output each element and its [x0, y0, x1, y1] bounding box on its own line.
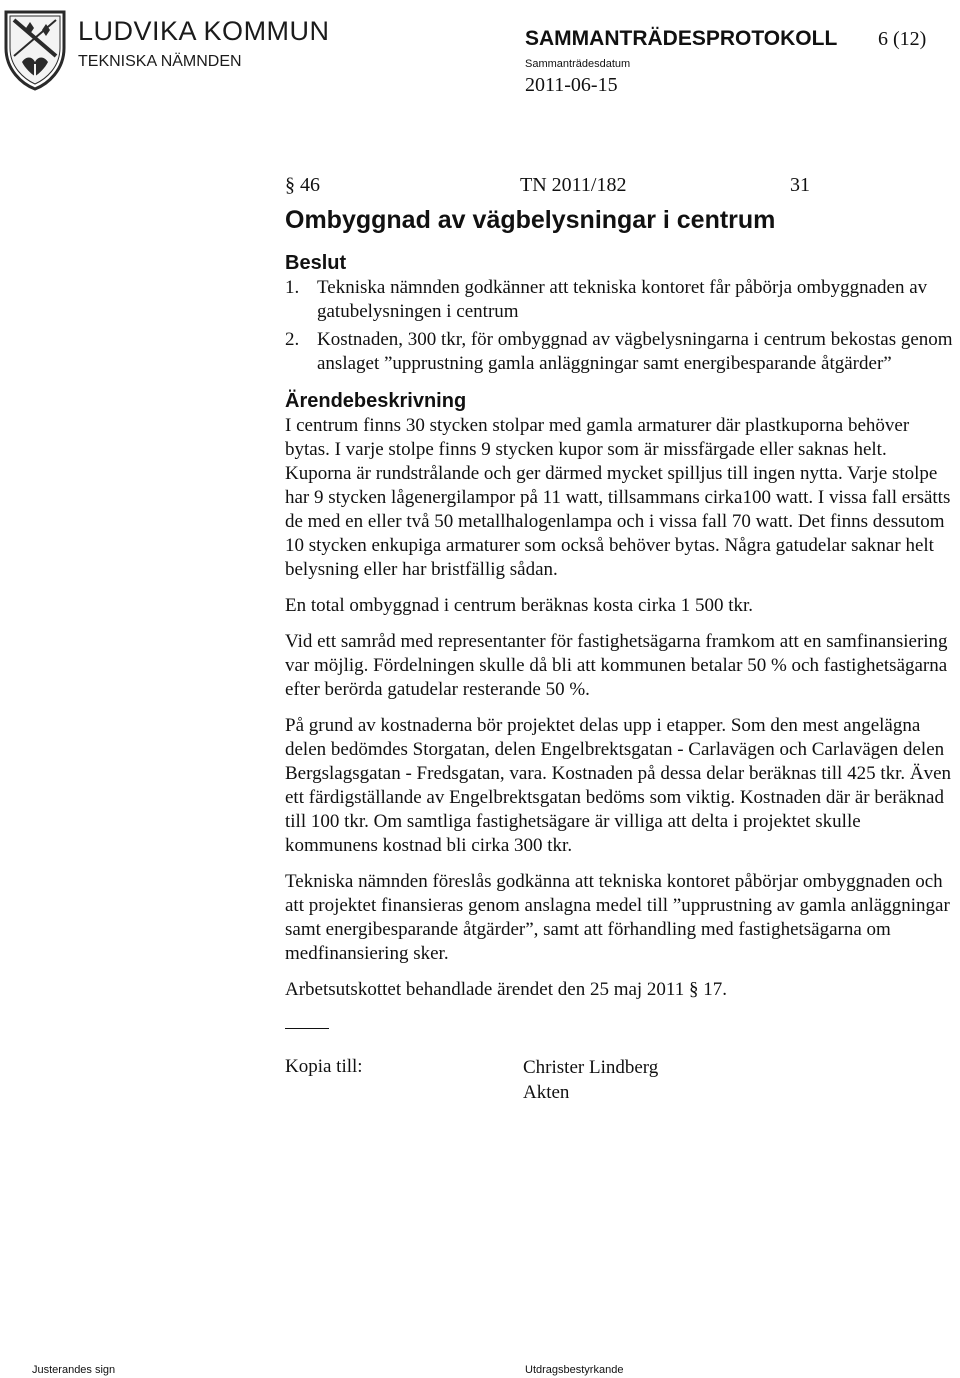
decision-list	[285, 276, 955, 376]
description-paragraph: Tekniska nämnden föreslås godkänna att tekniska kontoret påbörjar ombyggnaden och att projektet finansieras genom anslagna medel till ”upprustning av gamla anläggningar samt energibesparande åtgärder”, samt att förhandling med fastighetsägarna om medfinansiering sker.	[285, 871, 950, 964]
copy-recipient: Christer Lindberg	[523, 1057, 659, 1078]
meeting-date-label: Sammanträdesdatum	[525, 58, 631, 70]
meeting-date: 2011-06-15	[525, 74, 618, 96]
paragraph-number: § 46	[285, 174, 320, 196]
decision-item-text: Tekniska nämnden godkänner att tekniska kontoret får påbörja ombyggnaden av gatubelysningen i centrum	[317, 277, 928, 322]
page-number: 6 (12)	[878, 28, 927, 50]
decision-item	[285, 328, 955, 376]
copy-recipient-list	[523, 1055, 658, 1105]
document-type: SAMMANTRÄDESPROTOKOLL	[525, 27, 838, 50]
footer-signature-label: Justerandes sign	[32, 1364, 116, 1376]
organization-department: TEKNISKA NÄMNDEN	[78, 53, 242, 70]
decision-item-number: 1.	[285, 277, 300, 298]
description-text	[285, 414, 955, 1002]
case-title: Ombyggnad av vägbelysningar i centrum	[285, 206, 776, 234]
footer-certification-label: Utdragsbestyrkande	[525, 1364, 624, 1376]
decision-item-number: 2.	[285, 329, 300, 350]
description-paragraph: Vid ett samråd med representanter för fastighetsägarna framkom att en samfinansiering var möjlig. Fördelningen skulle då bli att kommunen betalar 50 % och fastighetsägarna efter berörda gatudelar resterande 50 %.	[285, 631, 948, 700]
decision-item	[285, 276, 955, 324]
case-page-reference: 31	[790, 174, 810, 196]
organization-name: LUDVIKA KOMMUN	[78, 16, 330, 46]
case-reference	[285, 172, 955, 198]
decision-heading: Beslut	[285, 252, 347, 274]
description-paragraph: På grund av kostnaderna bör projektet delas upp i etapper. Som den mest angelägna delen bedömdes Storgatan, delen Engelbrektsgatan - Carlavägen och Carlavägen delen Bergslagsgatan - Fredsgatan, vara. Kostnaden på dessa delar beräknas till 425 tkr. Även ett färdigställande av Engelbrektsgatan bedöms som viktig. Kostnaden där är beräknad till 100 tkr. Om samtliga fastighetsägare är villiga att delta i projektet skulle kommunens kostnad bli cirka 300 tkr.	[285, 715, 952, 856]
description-heading: Ärendebeskrivning	[285, 390, 467, 412]
description-paragraph: En total ombyggnad i centrum beräknas kosta cirka 1 500 tkr.	[285, 595, 754, 616]
description-paragraph: I centrum finns 30 stycken stolpar med gamla armaturer där plastkuporna behöver bytas. I varje stolpe finns 9 stycken kupor som är missfärgade eller saknas helt. Kuporna är rundstrålande och ger därmed mycket spilljus till ingen nytta. Varje stolpe har 9 stycken lågenergilampor på 11 watt, tillsammans cirka100 watt. I vissa fall ersätts de med en eller två 50 metallhalogenlampa och i vissa fall 70 watt. Det finns dessutom 10 stycken enkupiga armaturer som också behöver bytas. Några gatudelar saknar helt belysning eller har bristfällig sådan.	[285, 415, 951, 580]
document-body	[285, 172, 955, 1105]
copy-label: Kopia till:	[285, 1056, 363, 1077]
coat-of-arms-icon	[2, 8, 68, 92]
reference-spacer	[325, 172, 520, 198]
case-number: TN 2011/182	[520, 174, 627, 196]
copy-recipient: Akten	[523, 1082, 570, 1103]
decision-item-text: Kostnaden, 300 tkr, för ombyggnad av vägbelysningarna i centrum bekostas genom anslaget ”upprustning gamla anläggningar samt energibesparande åtgärder”	[317, 329, 953, 374]
copy-recipients	[285, 1055, 955, 1105]
separator-line	[285, 1028, 329, 1029]
description-paragraph: Arbetsutskottet behandlade ärendet den 25 maj 2011 § 17.	[285, 979, 727, 1000]
